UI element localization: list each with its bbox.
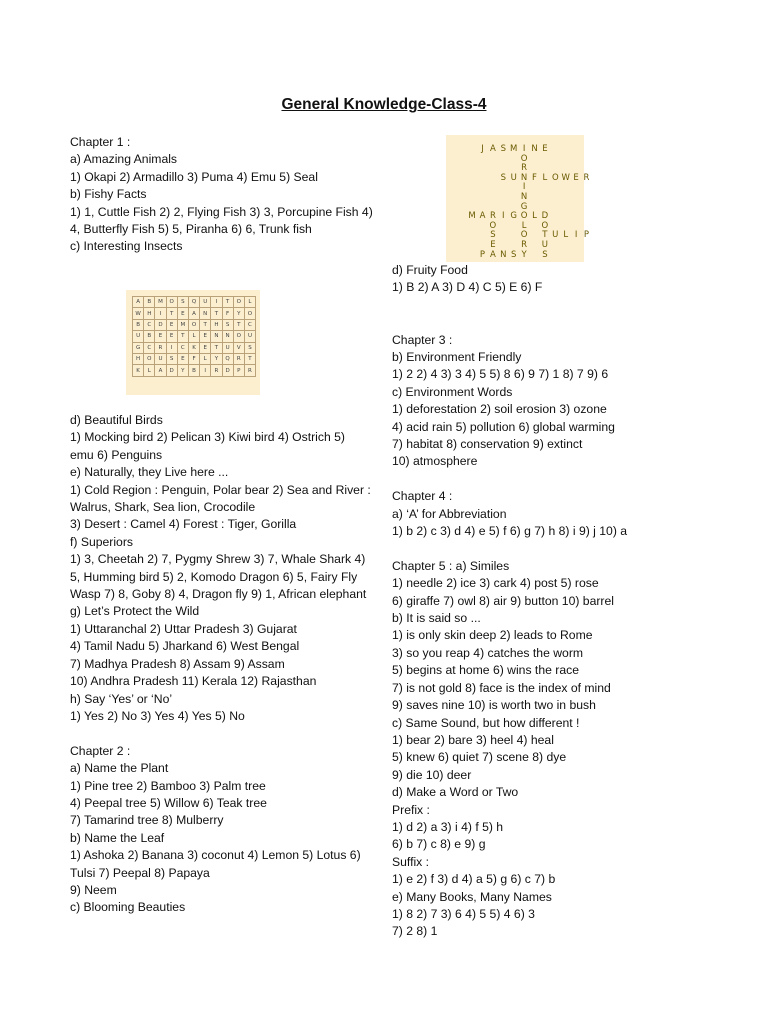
answer-line: a) Amazing Animals: [70, 152, 178, 167]
answer-line: 1) 3, Cheetah 2) 7, Pygmy Shrew 3) 7, Whale Shark 4): [70, 552, 366, 567]
answers-right: [392, 262, 627, 941]
answer-line: 1) 2 2) 4 3) 3 4) 5 5) 8 6) 9 7) 1 8) 7 9) 6: [392, 367, 609, 382]
crossword-letter: R: [489, 211, 496, 222]
word-search-cell: A: [133, 297, 144, 308]
crossword-letter: P: [479, 249, 486, 260]
answer-line: 4) Tamil Nadu 5) Jharkand 6) West Bengal: [70, 639, 300, 654]
crossword-letter: P: [583, 230, 590, 241]
crossword-letter: I: [502, 211, 505, 222]
word-search-cell: U: [222, 342, 233, 353]
word-search-cell: E: [177, 353, 188, 364]
word-search-cell: P: [233, 365, 244, 376]
crossword-puzzle-image: [446, 135, 590, 262]
word-search-cell: U: [155, 353, 166, 364]
word-search-cell: E: [166, 331, 177, 342]
crossword-letter: O: [520, 211, 528, 222]
word-search-cell: N: [211, 331, 222, 342]
word-search-cell: O: [244, 308, 255, 319]
word-search-cell: A: [188, 308, 199, 319]
answer-line: 1) Cold Region : Penguin, Polar bear 2) Sea and River :: [70, 482, 371, 497]
word-search-cell: U: [133, 331, 144, 342]
word-search-cell: I: [200, 365, 211, 376]
word-search-cell: I: [166, 342, 177, 353]
word-search-row: [133, 319, 256, 330]
word-search-cell: H: [211, 319, 222, 330]
word-search-cell: S: [244, 342, 255, 353]
answer-line: 4) acid rain 5) pollution 6) global warming: [392, 419, 615, 434]
word-search-cell: A: [155, 365, 166, 376]
word-search-cell: I: [155, 308, 166, 319]
word-search-cell: I: [211, 297, 222, 308]
answer-line: d) Beautiful Birds: [70, 413, 163, 427]
blank-line: [392, 540, 627, 557]
word-search-cell: T: [200, 319, 211, 330]
word-search-cell: E: [155, 331, 166, 342]
word-search-grid: [132, 296, 256, 377]
word-search-cell: Q: [222, 353, 233, 364]
answer-line: b) Environment Friendly: [392, 350, 522, 364]
crossword-letter: S: [500, 172, 506, 183]
crossword-letter: S: [500, 144, 506, 154]
answer-line: 7) Madhya Pradesh 8) Assam 9) Assam: [70, 656, 285, 671]
word-search-cell: G: [133, 342, 144, 353]
word-search-cell: S: [177, 297, 188, 308]
word-search-cell: O: [233, 297, 244, 308]
answer-line: 1) B 2) A 3) D 4) C 5) E 6) F: [392, 280, 543, 295]
word-search-cell: H: [133, 353, 144, 364]
answer-line: e) Many Books, Many Names: [392, 889, 552, 904]
word-search-cell: T: [166, 308, 177, 319]
answer-line: 7) is not gold 8) face is the index of mind: [392, 680, 611, 695]
word-search-cell: T: [233, 319, 244, 330]
answer-line: 4) Peepal tree 5) Willow 6) Teak tree: [70, 795, 267, 810]
word-search-row: [133, 342, 256, 353]
crossword-letter: L: [542, 172, 548, 183]
answer-line: 1) e 2) f 3) d 4) a 5) g 6) c 7) b: [392, 872, 556, 887]
answer-line: 9) die 10) deer: [392, 767, 472, 782]
word-search-cell: D: [155, 319, 166, 330]
word-search-cell: Y: [233, 308, 244, 319]
answer-line: 1) is only skin deep 2) leads to Rome: [392, 628, 593, 643]
crossword-letter: E: [490, 240, 496, 250]
answer-line: 9) saves nine 10) is worth two in bush: [392, 698, 596, 713]
answer-line: g) Let’s Protect the Wild: [70, 604, 200, 619]
answer-line: 1) 8 2) 7 3) 6 4) 5 5) 4 6) 3: [392, 906, 535, 921]
answer-line: 7) habitat 8) conservation 9) extinct: [392, 437, 583, 452]
word-search-cell: L: [244, 297, 255, 308]
crossword-letter: I: [522, 144, 526, 154]
word-search-cell: C: [177, 342, 188, 353]
word-search-cell: S: [166, 353, 177, 364]
crossword-letter: S: [542, 249, 548, 260]
answer-line: c) Interesting Insects: [70, 239, 183, 254]
word-search-cell: B: [144, 297, 155, 308]
answer-line: a) ‘A’ for Abbreviation: [392, 506, 507, 521]
word-search-cell: Y: [211, 353, 222, 364]
word-search-cell: E: [166, 319, 177, 330]
answer-line: 7) Tamarind tree 8) Mulberry: [70, 813, 224, 828]
crossword-letter: I: [574, 230, 578, 241]
crossword-letter: D: [541, 211, 549, 222]
answer-line: c) Blooming Beauties: [70, 900, 186, 915]
answer-line: Tulsi 7) Peepal 8) Papaya: [70, 865, 210, 880]
answer-line: 1) Uttaranchal 2) Uttar Pradesh 3) Gujarat: [70, 621, 297, 636]
word-search-cell: L: [144, 365, 155, 376]
answer-line: 1) Ashoka 2) Banana 3) coconut 4) Lemon 5) Lotus 6): [70, 848, 361, 863]
crossword-letter: N: [531, 144, 538, 154]
answer-line: Walrus, Shark, Sea lion, Crocodile: [70, 500, 256, 515]
answer-line: c) Environment Words: [392, 384, 513, 399]
crossword-letter: F: [532, 172, 537, 183]
crossword-letter: N: [520, 192, 528, 202]
answer-line: 5, Humming bird 5) 2, Komodo Dragon 6) 5, Fairy Fly: [70, 569, 358, 584]
answer-line: Chapter 1 :: [70, 135, 131, 149]
word-search-cell: N: [222, 331, 233, 342]
crossword-letter: L: [563, 230, 569, 241]
word-search-cell: F: [188, 353, 199, 364]
word-search-cell: O: [188, 319, 199, 330]
crossword-letter: A: [489, 144, 496, 154]
answer-line: Chapter 5 : a) Similes: [392, 558, 510, 573]
crossword-letter: N: [500, 249, 507, 260]
word-search-cell: V: [233, 342, 244, 353]
answer-line: Prefix :: [392, 802, 430, 817]
answer-line: 5) begins at home 6) wins the race: [392, 663, 579, 678]
word-search-cell: T: [222, 297, 233, 308]
answer-line: d) Fruity Food: [392, 263, 468, 277]
word-search-cell: C: [244, 319, 255, 330]
blank-line: [70, 725, 371, 742]
word-search-cell: K: [188, 342, 199, 353]
crossword-letter: L: [521, 220, 527, 231]
crossword-letter: M: [510, 144, 518, 154]
answer-line: Suffix :: [392, 854, 430, 869]
answer-line: d) Make a Word or Two: [392, 785, 519, 800]
answer-line: 6) giraffe 7) owl 8) air 9) button 10) barrel: [392, 593, 614, 608]
crossword-letter: U: [541, 240, 548, 250]
answer-line: c) Same Sound, but how different !: [392, 715, 580, 730]
answer-line: 10) atmosphere: [392, 454, 478, 469]
word-search-cell: T: [244, 353, 255, 364]
answer-line: 1) 1, Cuttle Fish 2) 2, Flying Fish 3) 3, Porcupine Fish 4): [70, 204, 373, 219]
blank-line: [392, 314, 627, 331]
answer-line: 1) Yes 2) No 3) Yes 4) Yes 5) No: [70, 708, 245, 723]
page-title: General Knowledge-Class-4: [281, 96, 487, 113]
word-search-puzzle-image: [126, 290, 260, 395]
answer-line: 1) bear 2) bare 3) heel 4) heal: [392, 732, 554, 747]
word-search-cell: C: [144, 342, 155, 353]
crossword-letter: N: [520, 172, 528, 183]
answer-line: Chapter 3 :: [392, 332, 453, 347]
word-search-cell: T: [211, 308, 222, 319]
crossword-letter: Y: [521, 249, 527, 260]
crossword-letter: A: [479, 211, 486, 222]
word-search-row: [133, 365, 256, 376]
crossword-letter: G: [520, 201, 528, 212]
word-search-cell: O: [166, 297, 177, 308]
blank-line: [392, 471, 627, 488]
crossword-letter: R: [521, 240, 528, 250]
answers-left-top: [70, 134, 373, 256]
word-search-cell: T: [211, 342, 222, 353]
crossword-letter: W: [561, 172, 570, 183]
word-search-cell: R: [155, 342, 166, 353]
word-search-cell: B: [133, 319, 144, 330]
blank-line: [392, 297, 627, 314]
crossword-letter: M: [468, 211, 476, 222]
answer-line: b) It is said so ...: [392, 611, 481, 626]
answer-line: 1) Okapi 2) Armadillo 3) Puma 4) Emu 5) Seal: [70, 169, 318, 184]
answer-line: 1) d 2) a 3) i 4) f 5) h: [392, 819, 504, 834]
word-search-row: [133, 297, 256, 308]
answer-line: 1) Pine tree 2) Bamboo 3) Palm tree: [70, 778, 266, 793]
word-search-cell: R: [244, 365, 255, 376]
crossword-letter: O: [520, 230, 528, 241]
crossword-letter: E: [542, 144, 548, 154]
word-search-cell: R: [233, 353, 244, 364]
crossword-letter: G: [510, 211, 517, 222]
word-search-cell: U: [244, 331, 255, 342]
crossword-letter: J: [481, 144, 484, 154]
answer-line: 1) needle 2) ice 3) cark 4) post 5) rose: [392, 576, 599, 591]
word-search-cell: L: [200, 353, 211, 364]
word-search-cell: H: [144, 308, 155, 319]
word-search-row: [133, 331, 256, 342]
answer-line: a) Name the Plant: [70, 761, 169, 776]
word-search-cell: E: [200, 342, 211, 353]
word-search-cell: M: [177, 319, 188, 330]
crossword-letter: O: [541, 220, 549, 231]
word-search-cell: B: [188, 365, 199, 376]
crossword-letter: A: [489, 249, 496, 260]
word-search-cell: O: [144, 353, 155, 364]
word-search-cell: T: [177, 331, 188, 342]
answer-line: Wasp 7) 8, Goby 8) 4, Dragon fly 9) 1, African elephant: [70, 587, 367, 602]
answers-left-bottom: [70, 412, 371, 917]
answer-line: 1) b 2) c 3) d 4) e 5) f 6) g 7) h 8) i 9) j 10) a: [392, 524, 628, 539]
crossword-letter: R: [583, 172, 590, 183]
word-search-cell: D: [166, 365, 177, 376]
word-search-cell: L: [188, 331, 199, 342]
word-search-cell: Y: [177, 365, 188, 376]
answer-line: h) Say ‘Yes’ or ‘No’: [70, 691, 173, 706]
answer-line: 7) 2 8) 1: [392, 924, 438, 939]
crossword-letter: S: [490, 230, 496, 241]
word-search-cell: E: [177, 308, 188, 319]
crossword-letter: U: [552, 230, 559, 241]
answer-line: 3) Desert : Camel 4) Forest : Tiger, Gorilla: [70, 517, 297, 532]
crossword-letter: O: [520, 153, 528, 164]
crossword-letter: E: [573, 172, 579, 183]
answer-line: b) Name the Leaf: [70, 830, 165, 845]
answer-line: b) Fishy Facts: [70, 187, 147, 202]
answer-line: e) Naturally, they Live here ...: [70, 465, 229, 480]
answer-line: 5) knew 6) quiet 7) scene 8) dye: [392, 750, 567, 765]
answer-line: 10) Andhra Pradesh 11) Kerala 12) Rajasthan: [70, 674, 317, 689]
answer-line: Chapter 4 :: [392, 489, 453, 504]
word-search-cell: W: [133, 308, 144, 319]
word-search-cell: D: [222, 365, 233, 376]
answer-line: 9) Neem: [70, 882, 117, 897]
word-search-cell: R: [211, 365, 222, 376]
answer-line: f) Superiors: [70, 534, 133, 549]
word-search-cell: O: [233, 331, 244, 342]
crossword-letter: L: [532, 211, 537, 222]
answer-line: 1) deforestation 2) soil erosion 3) ozone: [392, 402, 607, 417]
answer-line: 6) b 7) c 8) e 9) g: [392, 837, 486, 852]
crossword-letter: T: [542, 230, 548, 241]
crossword-letter: O: [489, 220, 497, 231]
word-search-cell: F: [222, 308, 233, 319]
crossword-letter: U: [510, 172, 517, 183]
word-search-row: [133, 353, 256, 364]
word-search-row: [133, 308, 256, 319]
crossword-letter: I: [522, 182, 526, 193]
word-search-cell: Q: [188, 297, 199, 308]
answer-line: emu 6) Penguins: [70, 447, 163, 462]
word-search-cell: E: [200, 331, 211, 342]
crossword-letter: O: [551, 172, 559, 183]
word-search-cell: B: [144, 331, 155, 342]
answer-line: 4, Butterfly Fish 5) 5, Piranha 6) 6, Trunk fish: [70, 222, 312, 237]
crossword-letter: R: [521, 163, 528, 174]
word-search-cell: C: [144, 319, 155, 330]
answer-line: Chapter 2 :: [70, 743, 131, 758]
word-search-cell: S: [222, 319, 233, 330]
word-search-cell: N: [200, 308, 211, 319]
answer-line: 3) so you reap 4) catches the worm: [392, 645, 584, 660]
word-search-cell: U: [200, 297, 211, 308]
word-search-cell: M: [155, 297, 166, 308]
word-search-cell: K: [133, 365, 144, 376]
crossword-letter: S: [510, 249, 517, 260]
answer-line: 1) Mocking bird 2) Pelican 3) Kiwi bird 4) Ostrich 5): [70, 430, 345, 445]
